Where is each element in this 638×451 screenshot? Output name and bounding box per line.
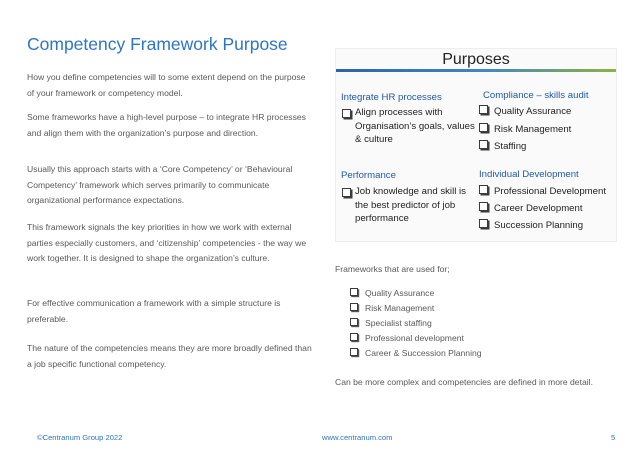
checkbox-icon [479,105,488,114]
purposes-panel [335,48,617,242]
purposes-title: Purposes [442,51,510,68]
list-item: Risk Management [350,301,482,316]
development-item: Professional Development [479,185,606,199]
checkbox-icon [479,140,488,149]
performance-item-text: Job knowledge and skill is the best predictor of job performance [355,186,466,224]
development-item: Career Development [479,202,583,216]
checkbox-icon [350,348,358,356]
high-level-purpose-paragraph: Some frameworks have a high-level purpose – to integrate HR processes and align them with the organization’s purpose and direction. [27,112,306,138]
priorities-paragraph: This framework signals the key priorities in how we work with external parties especially customers, and ‘citizenship’ competencies - the way we work together. It is designed to shape the organization’s culture. [27,222,307,263]
compliance-item: Risk Management [479,123,571,137]
list-item: Professional development [350,331,482,346]
communication-paragraph: For effective communication a framework with a simple structure is preferable. [27,298,281,324]
checkbox-icon [479,185,488,194]
compliance-item: Staffing [479,140,526,154]
integrate-item-text: Align processes with Organisation’s goals, values & culture [355,107,475,145]
frameworks-intro: Frameworks that are used for; [335,264,450,274]
nature-paragraph: The nature of the competencies means they are more broadly defined than a job specific functional competency. [27,343,312,369]
checkbox-icon [342,109,351,118]
list-item: Specialist staffing [350,316,482,331]
checkbox-icon [479,202,488,211]
checkbox-icon [479,219,488,228]
footer-copyright: ©Centranum Group 2022 [37,433,123,442]
purposes-divider [336,69,616,72]
list-item: Career & Succession Planning [350,346,482,361]
development-heading: Individual Development [479,169,579,180]
integrate-heading: Integrate HR processes [341,92,442,103]
frameworks-closing: Can be more complex and competencies are defined in more detail. [335,377,593,387]
compliance-item: Quality Assurance [479,105,571,119]
footer-url[interactable]: www.centranum.com [322,433,393,442]
page-title: Competency Framework Purpose [27,34,288,54]
performance-heading: Performance [341,170,396,181]
page-number: 5 [611,433,616,442]
checkbox-icon [350,318,358,326]
intro-paragraph: How you define competencies will to some extent depend on the purpose of your framework or competency model. [27,72,306,98]
checkbox-icon [350,303,358,311]
checkbox-icon [350,333,358,341]
list-item: Quality Assurance [350,286,482,301]
checkbox-icon [479,123,488,132]
compliance-heading: Compliance – skills audit [483,90,589,101]
integrate-item [341,106,476,147]
core-competency-paragraph: Usually this approach starts with a ‘Core Competency’ or ‘Behavioural Competency’ framework which serves primarily to communicate organizational performance expectations. [27,164,293,205]
performance-item [341,185,471,226]
checkbox-icon [350,288,358,296]
development-item: Succession Planning [479,219,583,233]
frameworks-list [350,286,482,361]
checkbox-icon [342,188,351,197]
